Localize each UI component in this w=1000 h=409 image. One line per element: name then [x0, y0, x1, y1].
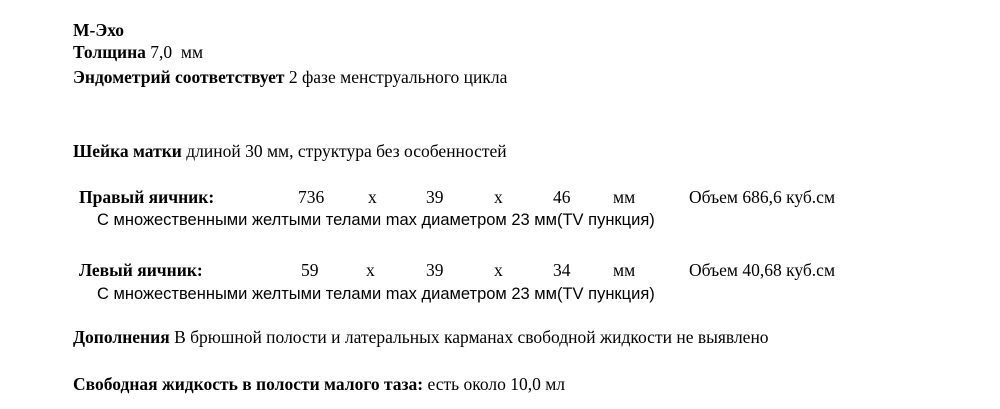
left-ovary-unit: мм: [613, 260, 636, 280]
thickness-line: [73, 42, 203, 62]
right-ovary-note: С множественными желтыми телами max диаметром 23 мм(TV пункция): [97, 211, 655, 229]
right-ovary-volume: Объем 686,6 куб.см: [689, 187, 836, 207]
left-ovary-note: С множественными желтыми телами max диаметром 23 мм(TV пункция): [97, 285, 655, 303]
left-ovary-times-1: x: [366, 260, 375, 280]
left-ovary-label: Левый яичник:: [79, 260, 203, 280]
free-fluid-label: Свободная жидкость в полости малого таза:: [73, 374, 424, 394]
left-ovary-dim-1: 59: [301, 260, 319, 280]
left-ovary-volume: Объем 40,68 куб.см: [689, 260, 836, 280]
additions-line: [73, 327, 769, 347]
right-ovary-unit: мм: [613, 187, 636, 207]
cervix-label: Шейка матки: [73, 141, 182, 161]
right-ovary-times-2: x: [494, 187, 503, 207]
left-ovary-times-2: x: [494, 260, 503, 280]
right-ovary-dim-2: 39: [426, 187, 444, 207]
endometrium-line: [73, 67, 507, 87]
right-ovary-dim-1: 736: [298, 187, 325, 207]
cervix-line: [73, 141, 507, 161]
m-echo-title: М-Эхо: [73, 20, 125, 40]
free-fluid-value: есть около 10,0 мл: [427, 374, 566, 394]
right-ovary-label: Правый яичник:: [79, 187, 215, 207]
right-ovary-dim-3: 46: [553, 187, 571, 207]
left-ovary-dim-2: 39: [426, 260, 444, 280]
thickness-label: Толщина: [73, 42, 146, 62]
thickness-value: 7,0 мм: [150, 42, 204, 62]
left-ovary-dim-3: 34: [553, 260, 571, 280]
free-fluid-line: [73, 374, 565, 394]
endometrium-label: Эндометрий соответствует: [73, 67, 285, 87]
additions-value: В брюшной полости и латеральных карманах свободной жидкости не выявлено: [174, 327, 769, 347]
right-ovary-times-1: x: [368, 187, 377, 207]
cervix-value: длиной 30 мм, структура без особенностей: [186, 141, 507, 161]
additions-label: Дополнения: [73, 327, 170, 347]
endometrium-value: 2 фазе менструального цикла: [288, 67, 508, 87]
